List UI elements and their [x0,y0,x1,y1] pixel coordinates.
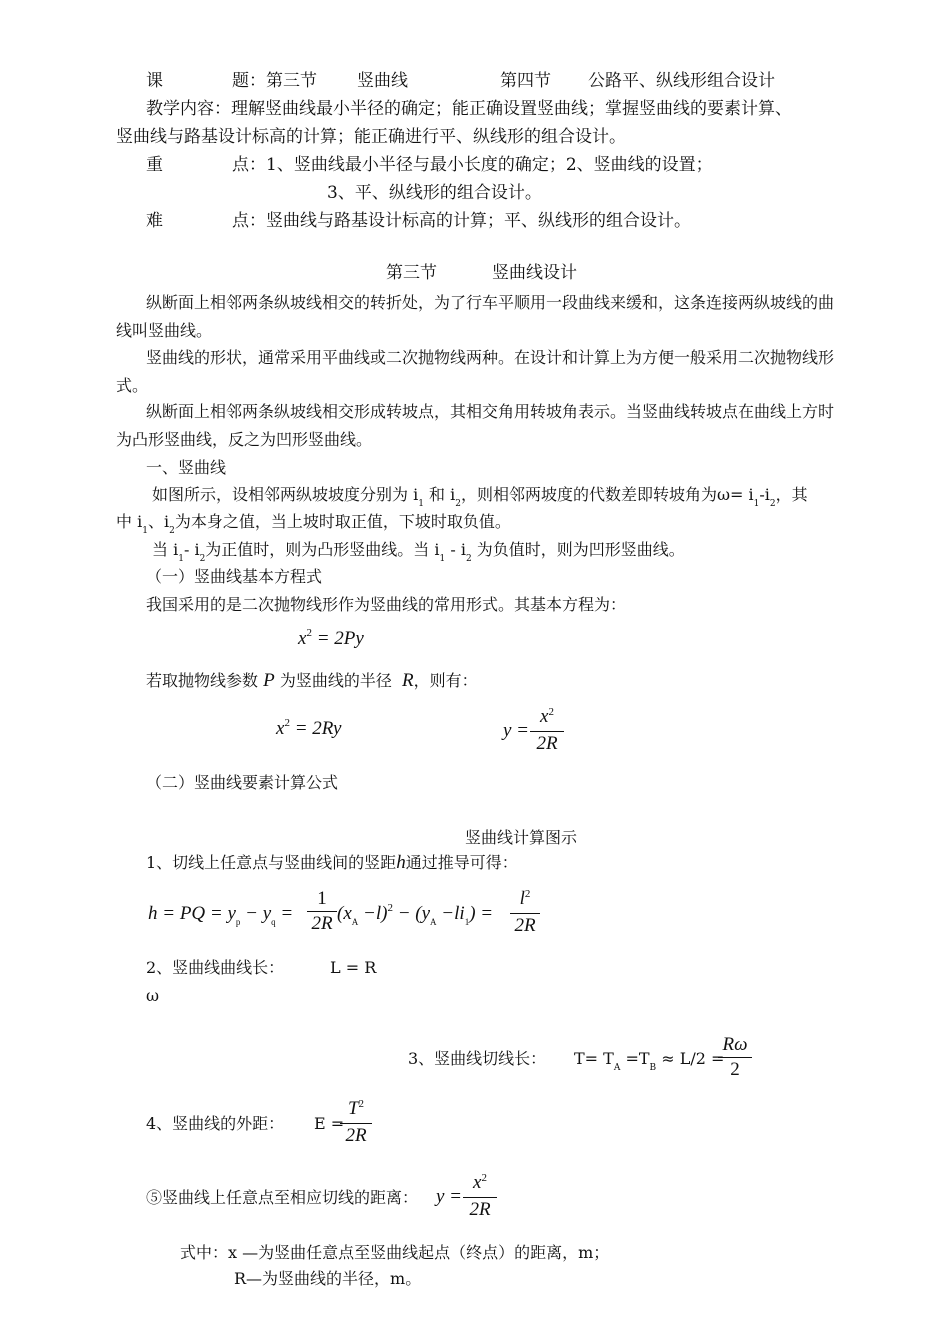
paragraph-1-line-1: 纵断面上相邻两条纵坡线相交的转折处，为了行车平顺用一段曲线来缓和，这条连接两纵坡线的曲 [146,293,835,312]
formula-1-body: $(x_A -l)^2 - (y_A -li_1)$ = [337,902,494,927]
formula-4-label: 4、竖曲线的外距： [146,1114,285,1133]
key-points-2: 3、平、纵线形的组合设计。 [327,183,542,203]
heading-vertical-curve: 一、竖曲线 [146,458,227,477]
paragraph-2-line-1: 竖曲线的形状，通常采用平曲线或二次抛物线两种。在设计和计算上为方便一般采用二次抛物线形 [146,348,835,367]
equation-radius: $x^2 = 2Ry$ [276,717,342,739]
paragraph-1-line-2: 线叫竖曲线。 [116,321,213,340]
paragraph-3-line-2: 为凸形竖曲线，反之为凹形竖曲线。 [116,430,373,449]
section-title: 竖曲线设计 [492,263,577,283]
paragraph-4: 如图所示，设相邻两纵坡坡度分别为 $i_1$ 和 $i_2$，则相邻两坡度的代数差即转坡角为$\omega= i_1-i_2$，其 [152,485,808,509]
difficulty-line: 点：竖曲线与路基设计标高的计算；平、纵线形的组合设计。 [232,211,691,231]
paragraph-2-line-2: 式。 [116,376,149,395]
course-label-2: 题：第三节 [232,71,317,91]
formula-2-label: 2、竖曲线曲线长： [146,958,285,977]
key-points-label: 重 [146,155,163,175]
teaching-content: 教学内容：理解竖曲线最小半径的确定；能正确设置竖曲线；掌握竖曲线的要素计算、 [146,99,792,119]
formula-1-fraction-1: 1 2R [307,888,337,935]
paragraph-3-line-1: 纵断面上相邻两条纵坡线相交形成转坡点，其相交角用转坡角表示。当竖曲线转坡点在曲线上方时 [146,402,835,421]
formula-3-expression: $T= T_A =T_B \approx L/2$ = [574,1049,725,1073]
course-title-2: 公路平、纵线形组合设计 [588,71,775,91]
formula-5-lhs: y = [436,1186,463,1207]
heading-basic-equation: （一）竖曲线基本方程式 [146,567,323,586]
difficulty-label: 难 [146,211,163,231]
key-points-1: 点：1、竖曲线最小半径与最小长度的确定；2、竖曲线的设置； [232,155,713,175]
paragraph-6: 当 $i_1-$ $i_2$为正值时，则为凸形竖曲线。当 $i_1 - i_2$ 为负值时，则为凹形竖曲线。 [152,540,685,564]
course-label: 课 [146,71,163,91]
paragraph-5: 中 $i_1$、$i_2$为本身之值，当上坡时取正值，下坡时取负值。 [116,512,511,536]
course-title-1: 竖曲线 [357,71,408,91]
formula-5-fraction: $x^2$ 2R [463,1172,497,1221]
course-section-2: 第四节 [500,71,551,91]
formula-5-label: ⑤竖曲线上任意点至相应切线的距离： [146,1188,419,1207]
paragraph-8: 若取抛物线参数 P 为竖曲线的半径 R，则有： [146,670,478,691]
equation-y-lhs: y = [503,720,530,741]
formula-3-fraction: Rω 2 [718,1034,752,1081]
formula-2-expression: L = R [330,958,377,977]
formula-4-lhs: E = [314,1114,345,1133]
figure-caption: 竖曲线计算图示 [465,828,578,847]
equation-y-fraction: $x^2$ 2R [530,706,564,755]
section-number: 第三节 [386,263,437,283]
teaching-content-2: 竖曲线与路基设计标高的计算；能正确进行平、纵线形的组合设计。 [116,127,626,147]
note-r: R—为竖曲线的半径，m。 [234,1269,422,1288]
note-x: 式中：x —为竖曲任意点至竖曲线起点（终点）的距离，m； [180,1243,610,1262]
paragraph-7: 我国采用的是二次抛物线形作为竖曲线的常用形式。其基本方程为： [146,595,627,614]
formula-2-omega: ω [146,986,160,1005]
formula-1-label: 1、切线上任意点与竖曲线间的竖距h通过推导可得： [146,852,518,873]
formula-1-lhs: h = PQ = $y_p - y_q$ = [148,903,294,927]
formula-4-fraction: $T^2$ 2R [340,1098,372,1147]
formula-3-label: 3、竖曲线切线长： [408,1049,547,1068]
formula-1-fraction-2: $l^2$ 2R [510,888,540,937]
equation-basic: $x^2 = 2Py$ [298,627,364,649]
heading-element-formulas: （二）竖曲线要素计算公式 [146,773,339,792]
